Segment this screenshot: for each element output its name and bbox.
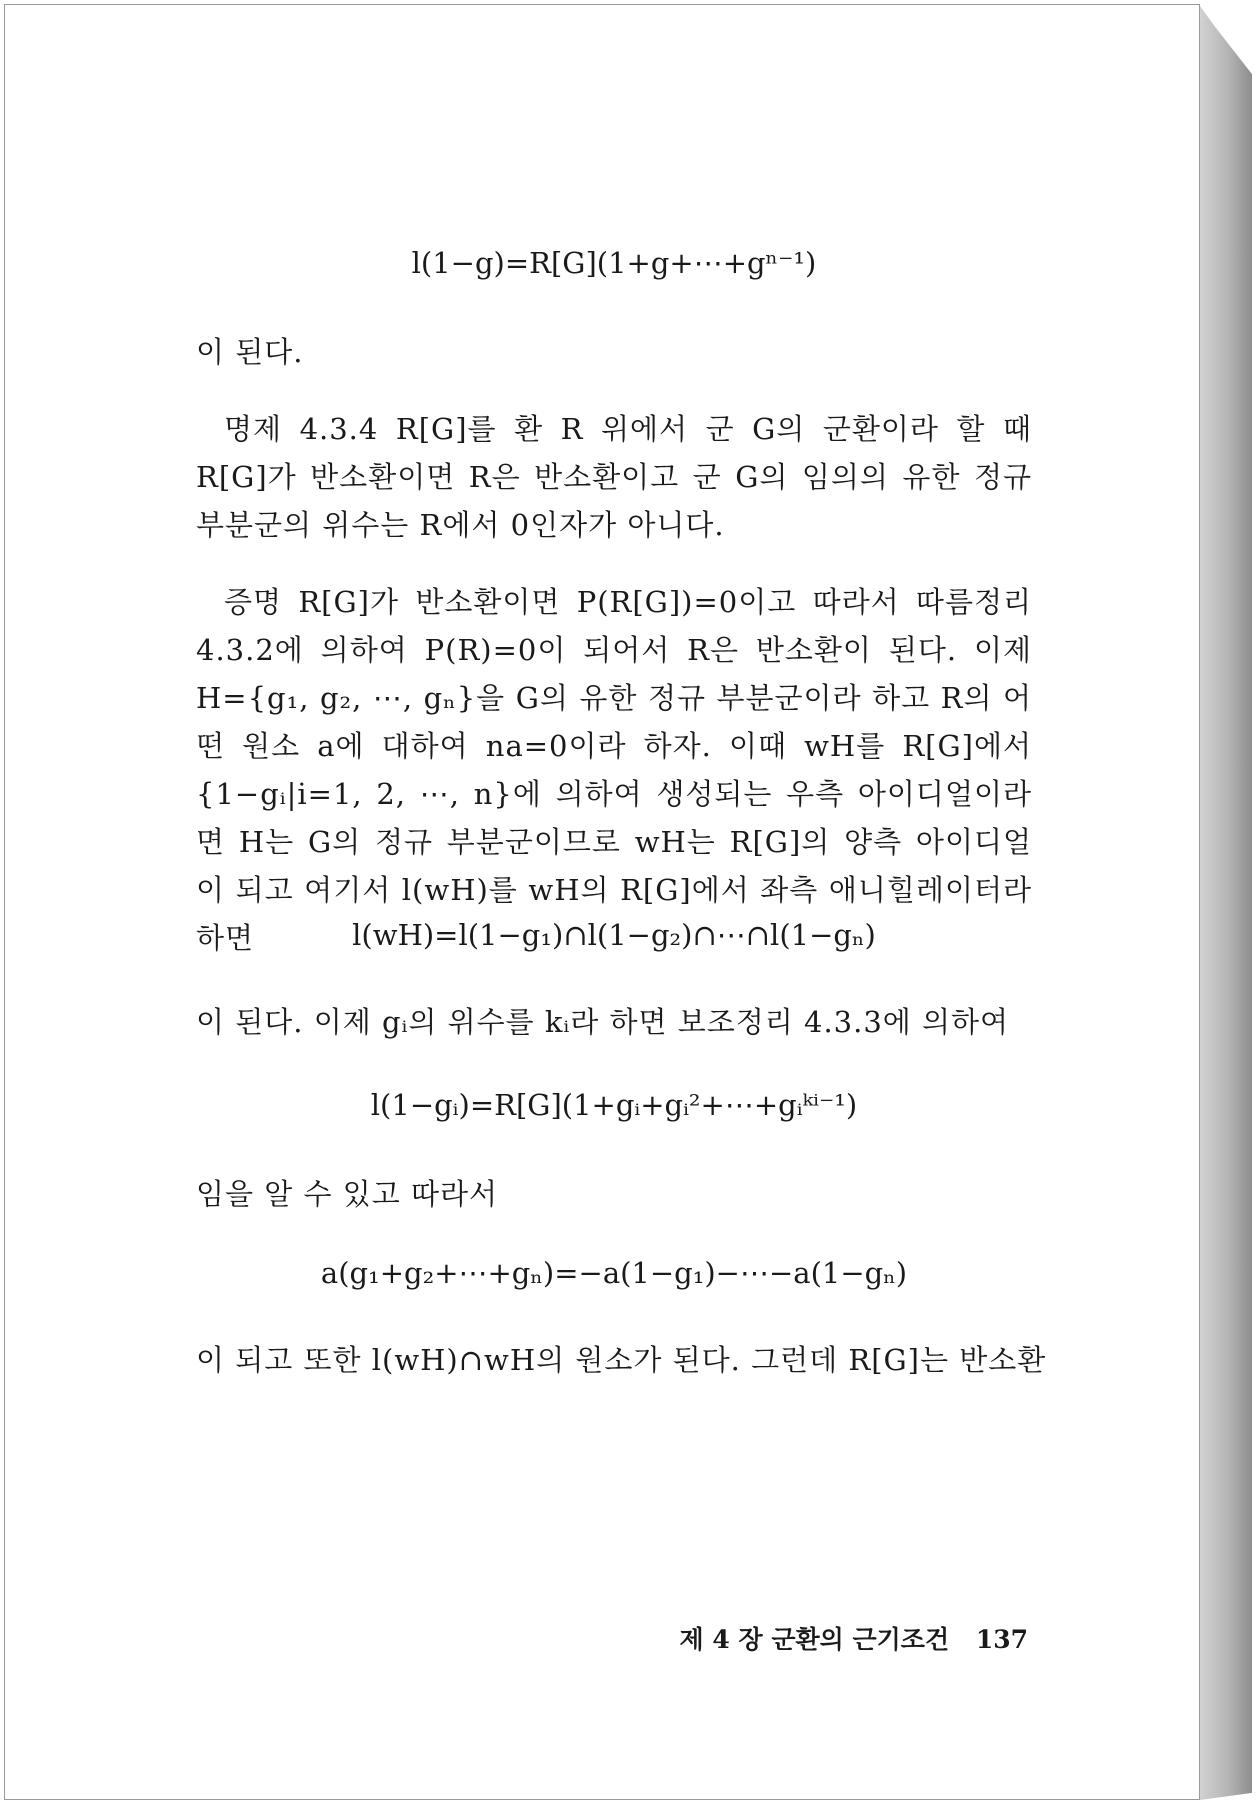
page-stack-edge	[1200, 6, 1252, 1800]
proof-paragraph: 증명 R[G]가 반소환이면 P(R[G])=0이고 따라서 따름정리 4.3.2에 의하여 P(R)=0이 되어서 R은 반소환이 된다. 이제 H={g₁, g₂, ⋯, gₙ}을 G의 유한 정규 부분군이라 하고 R의 어떤 원소 a에 대하여 na=0이라 하자. 이때 wH를 R[G]에서 {1−gᵢ|i=1, 2, ⋯, n}에 의하여 생성되는 우측 아이디얼이라면 H는 G의 정규 부분군이므로 wH는 R[G]의 양측 아이디얼이 되고 여기서 l(wH)를 wH의 R[G]에서 좌측 애니힐레이터라 하면	[196, 585, 1032, 955]
text-line-1: 이 된다.	[196, 335, 304, 369]
equation-2: l(wH)=l(1−g₁)∩l(1−g₂)∩⋯∩l(1−gₙ)	[352, 918, 876, 952]
proposition-4-3-4: 명제 4.3.4 R[G]를 환 R 위에서 군 G의 군환이라 할 때 R[G]가 반소환이면 R은 반소환이고 군 G의 임의의 유한 정규 부분군의 위수는 R에서 0인자가 아니다.	[196, 412, 1032, 542]
equation-3: l(1−gᵢ)=R[G](1+gᵢ+gᵢ²+⋯+gᵢᵏⁱ⁻¹)	[370, 1088, 858, 1122]
text-line-4: 이 되고 또한 l(wH)∩wH의 원소가 된다. 그런데 R[G]는 반소환	[196, 1343, 1047, 1377]
equation-4: a(g₁+g₂+⋯+gₙ)=−a(1−g₁)−⋯−a(1−gₙ)	[320, 1256, 908, 1290]
page-footer	[680, 1620, 1028, 1656]
page-number: 137	[975, 1625, 1028, 1654]
text-line-3: 임을 알 수 있고 따라서	[196, 1177, 498, 1211]
equation-1: l(1−g)=R[G](1+g+⋯+gⁿ⁻¹)	[411, 246, 817, 280]
chapter-title: 제 4 장 군환의 근기조건	[679, 1625, 950, 1654]
text-line-2: 이 된다. 이제 gᵢ의 위수를 kᵢ라 하면 보조정리 4.3.3에 의하여	[196, 1005, 1010, 1039]
